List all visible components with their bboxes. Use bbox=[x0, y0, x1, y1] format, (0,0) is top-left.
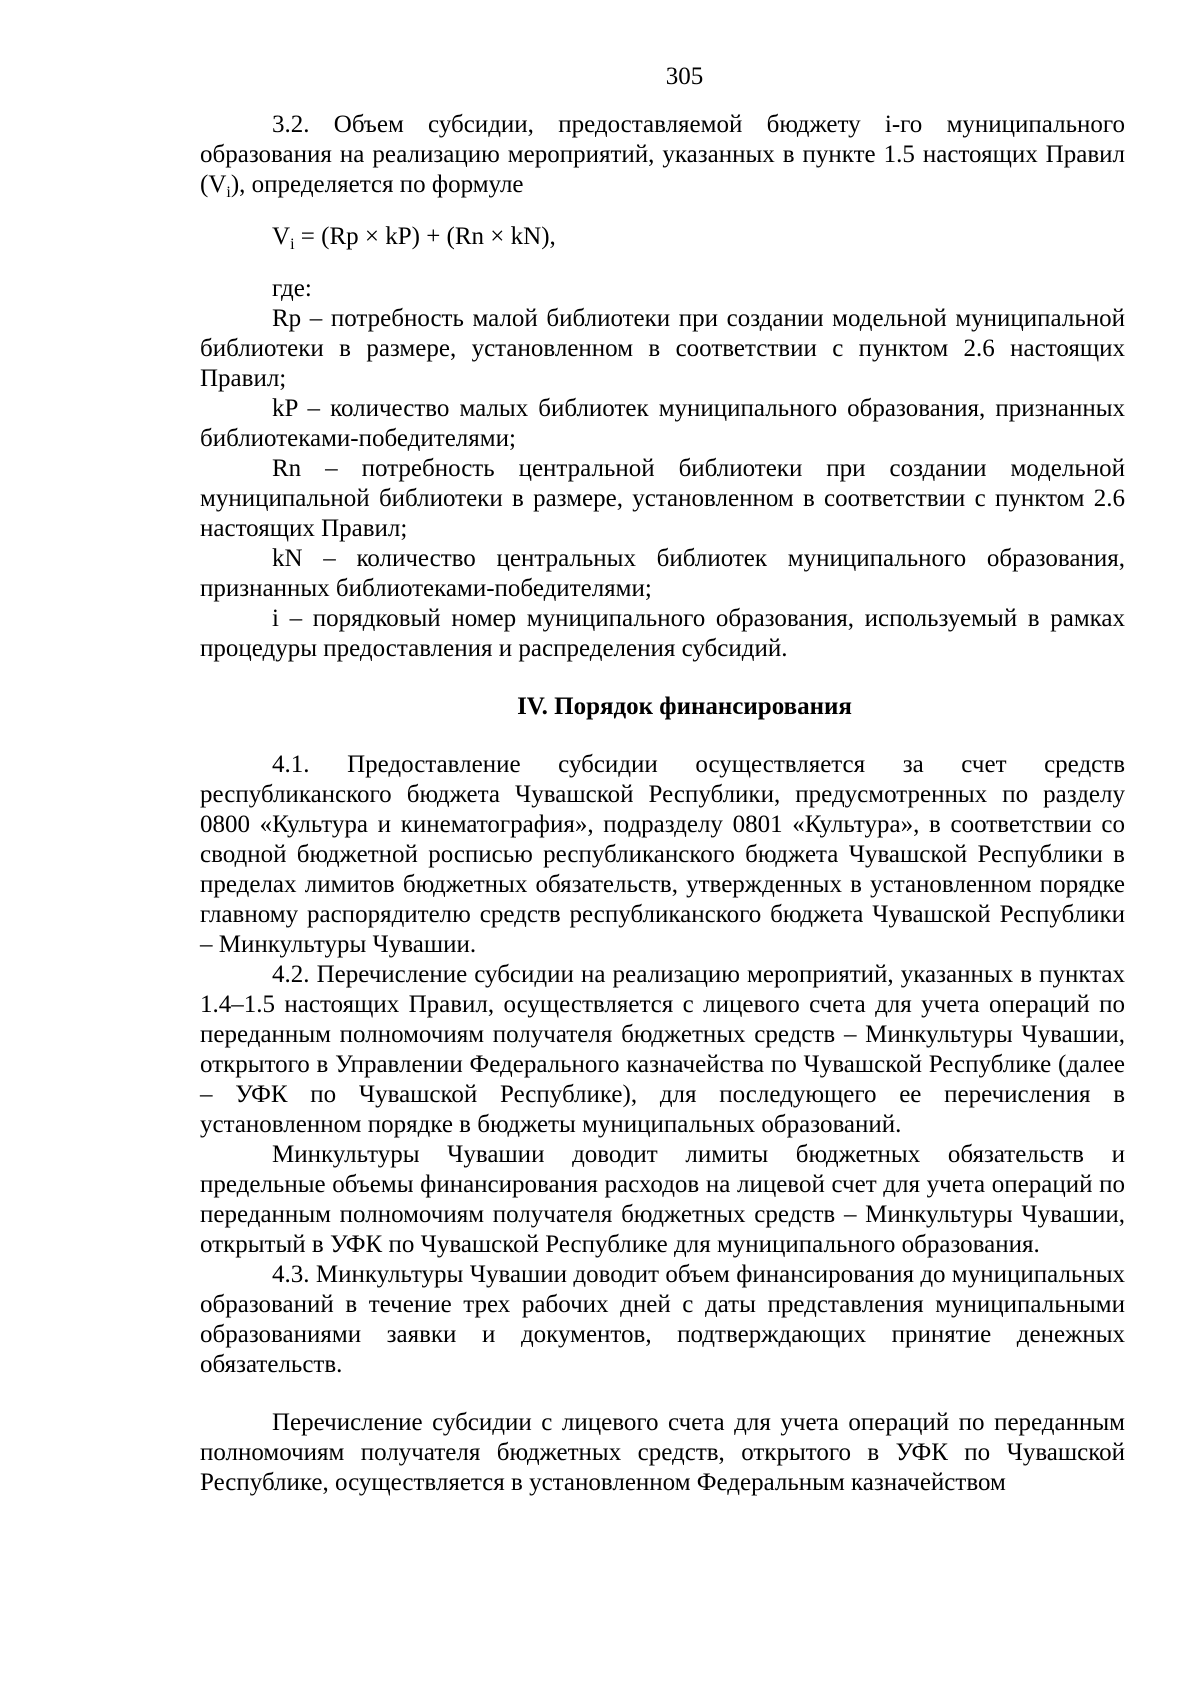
subscript-i: i bbox=[226, 184, 231, 201]
formula-rhs: = (Rp × kP) + (Rn × kN), bbox=[294, 223, 556, 250]
definition-rn: Rn – потребность центральной библиотеки при создании модельной муниципальной библиотеки в размере, установленном в соответствии с пунктом 2.6 настоящих Правил; bbox=[200, 455, 1125, 542]
paragraph-3-2-text-start: 3.2. Объем субсидии, предоставляемой бюджету i-го муниципального образования на реализацию мероприятий, указанных в пункте 1.5 настоящих Правил (V bbox=[200, 111, 1125, 198]
definition-kn: kN – количество центральных библиотек муниципального образования, признанных библиотеками-победителями; bbox=[200, 545, 1125, 602]
paragraph-gap bbox=[200, 1380, 1125, 1408]
formula bbox=[272, 222, 1125, 252]
section-heading: IV. Порядок финансирования bbox=[517, 693, 852, 720]
paragraph-transfer: Перечисление субсидии с лицевого счета для учета операций по переданным полномочиям получателя бюджетных средств, открытого в УФК по Чувашской Республике, осуществляется в установленном Федеральным казначейством bbox=[200, 1409, 1125, 1496]
paragraph-4-2: 4.2. Перечисление субсидии на реализацию мероприятий, указанных в пунктах 1.4–1.5 настоящих Правил, осуществляется с лицевого счета для учета операций по переданным полномочиям получателя бюджетных средств – Минкультуры Чувашии, открытого в Управлении Федерального казначейства по Чувашской Республике (далее – УФК по Чувашской Республике), для последующего ее перечисления в установленном порядке в бюджеты муниципальных образований. bbox=[200, 961, 1125, 1138]
where-label: где: bbox=[272, 275, 312, 302]
document-page bbox=[200, 62, 1125, 1498]
formula-subscript: i bbox=[290, 236, 295, 253]
paragraph-4-3: 4.3. Минкультуры Чувашии доводит объем финансирования до муниципальных образований в течение трех рабочих дней с даты представления муниципальными образованиями заявки и документов, подтверждающих принятие денежных обязательств. bbox=[200, 1261, 1125, 1378]
definition-kp: kP – количество малых библиотек муниципального образования, признанных библиотеками-победителями; bbox=[200, 395, 1125, 452]
paragraph-limits: Минкультуры Чувашии доводит лимиты бюджетных обязательств и предельные объемы финансирования расходов на лицевой счет для учета операций по переданным полномочиям получателя бюджетных средств – Минкультуры Чувашии, открытый в УФК по Чувашской Республике для муниципального образования. bbox=[200, 1141, 1125, 1258]
paragraph-3-2 bbox=[200, 110, 1125, 200]
formula-lhs: V bbox=[272, 223, 291, 250]
paragraph-4-1: 4.1. Предоставление субсидии осуществляется за счет средств республиканского бюджета Чувашской Республики, предусмотренных по разделу 0800 «Культура и кинематография», подразделу 0801 «Культура», в соответствии со сводной бюджетной росписью республиканского бюджета Чувашской Республики в пределах лимитов бюджетных обязательств, утвержденных в установленном порядке главному распорядителю средств республиканского бюджета Чувашской Республики – Минкультуры Чувашии. bbox=[200, 751, 1125, 958]
paragraph-3-2-text-end: ), определяется по формуле bbox=[230, 171, 524, 198]
page-number: 305 bbox=[665, 63, 704, 90]
definition-rp: Rp – потребность малой библиотеки при создании модельной муниципальной библиотеки в размере, установленном в соответствии с пунктом 2.6 настоящих Правил; bbox=[200, 305, 1125, 392]
definition-i: i – порядковый номер муниципального образования, используемый в рамках процедуры предоставления и распределения субсидий. bbox=[200, 605, 1125, 662]
